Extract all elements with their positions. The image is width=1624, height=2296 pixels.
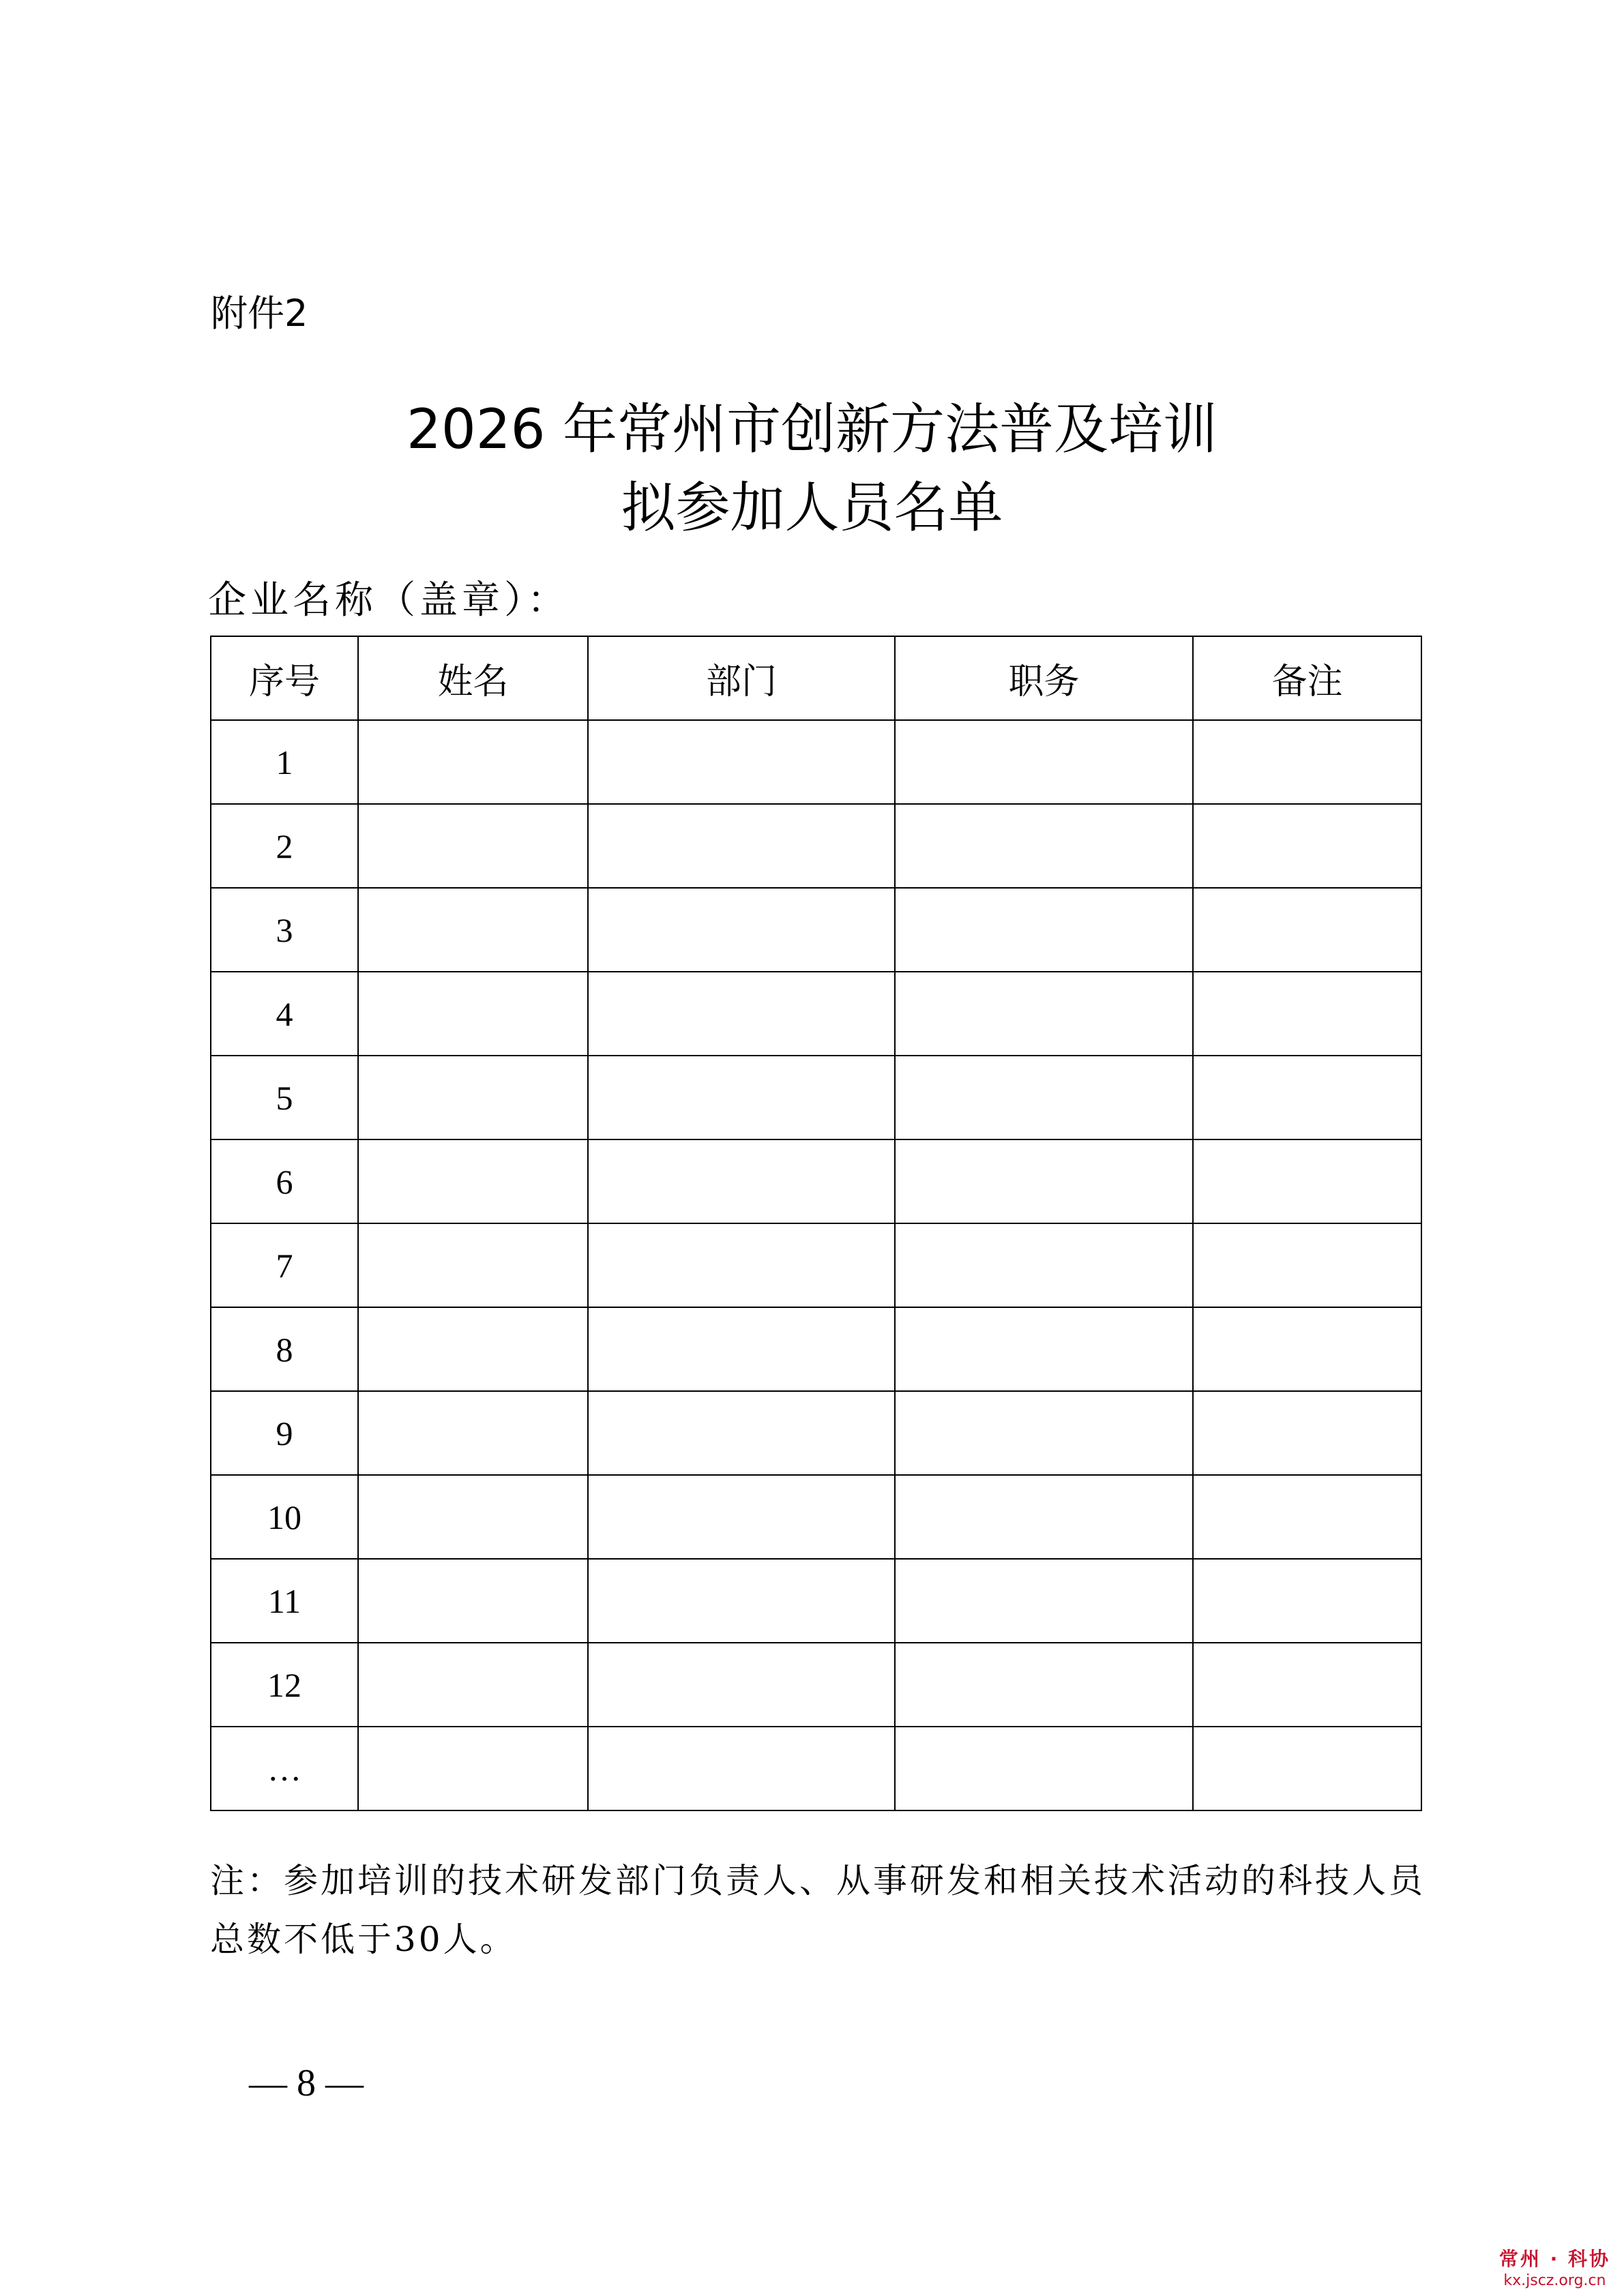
table-row	[211, 972, 1421, 1056]
name-cell[interactable]	[358, 972, 588, 1056]
position-cell[interactable]	[895, 888, 1193, 972]
table-row	[211, 720, 1421, 804]
name-cell[interactable]	[358, 1139, 588, 1223]
table-row	[211, 1223, 1421, 1307]
position-cell[interactable]	[895, 1223, 1193, 1307]
serial-number-cell: 4	[211, 972, 358, 1056]
position-cell[interactable]	[895, 1559, 1193, 1643]
document-title-line-2: 拟参加人员名单	[621, 476, 1003, 539]
remarks-cell[interactable]	[1193, 888, 1421, 972]
name-cell[interactable]	[358, 804, 588, 888]
serial-number-cell: …	[211, 1727, 358, 1810]
table-row	[211, 1307, 1421, 1391]
serial-number-cell: 11	[211, 1559, 358, 1643]
remarks-cell[interactable]	[1193, 1139, 1421, 1223]
footnote: 注：参加培训的技术研发部门负责人、从事研发和相关技术活动的科技人员总数不低于30人。	[210, 1861, 1426, 1959]
remarks-cell[interactable]	[1193, 804, 1421, 888]
name-cell[interactable]	[358, 1223, 588, 1307]
department-cell[interactable]	[588, 1475, 895, 1559]
serial-number-cell: 7	[211, 1223, 358, 1307]
name-cell[interactable]	[358, 720, 588, 804]
remarks-cell[interactable]	[1193, 1056, 1421, 1139]
position-cell[interactable]	[895, 1139, 1193, 1223]
table-row	[211, 1643, 1421, 1727]
remarks-cell[interactable]	[1193, 1643, 1421, 1727]
name-cell[interactable]	[358, 888, 588, 972]
attachment-label: 附件2	[211, 292, 308, 335]
document-title-line-1: 2026 年常州市创新方法普及培训	[406, 398, 1218, 461]
serial-number-cell: 9	[211, 1391, 358, 1475]
serial-number-cell: 8	[211, 1307, 358, 1391]
department-cell[interactable]	[588, 1307, 895, 1391]
remarks-cell[interactable]	[1193, 720, 1421, 804]
department-cell[interactable]	[588, 1056, 895, 1139]
position-cell[interactable]	[895, 1727, 1193, 1810]
participant-table	[210, 636, 1422, 1811]
serial-number-cell: 10	[211, 1475, 358, 1559]
remarks-cell[interactable]	[1193, 1727, 1421, 1810]
position-cell[interactable]	[895, 804, 1193, 888]
table-row	[211, 804, 1421, 888]
department-cell[interactable]	[588, 804, 895, 888]
table-header-row	[211, 636, 1421, 720]
site-watermark	[1499, 2247, 1610, 2291]
watermark-url: kx.jscz.org.cn	[1503, 2272, 1606, 2289]
remarks-cell[interactable]	[1193, 1223, 1421, 1307]
remarks-cell[interactable]	[1193, 1559, 1421, 1643]
serial-number-cell: 12	[211, 1643, 358, 1727]
company-name-label: 企业名称（盖章）：	[208, 578, 570, 623]
position-cell[interactable]	[895, 972, 1193, 1056]
position-cell[interactable]	[895, 1307, 1193, 1391]
department-cell[interactable]	[588, 720, 895, 804]
remarks-cell[interactable]	[1193, 1475, 1421, 1559]
table-row	[211, 1056, 1421, 1139]
department-cell[interactable]	[588, 1559, 895, 1643]
remarks-cell[interactable]	[1193, 972, 1421, 1056]
serial-number-cell: 1	[211, 720, 358, 804]
header-position: 职务	[895, 636, 1193, 720]
table-row	[211, 1559, 1421, 1643]
department-cell[interactable]	[588, 1643, 895, 1727]
department-cell[interactable]	[588, 972, 895, 1056]
name-cell[interactable]	[358, 1475, 588, 1559]
name-cell[interactable]	[358, 1307, 588, 1391]
header-department: 部门	[588, 636, 895, 720]
header-serial-number: 序号	[211, 636, 358, 720]
position-cell[interactable]	[895, 1643, 1193, 1727]
name-cell[interactable]	[358, 1643, 588, 1727]
remarks-cell[interactable]	[1193, 1307, 1421, 1391]
table-row	[211, 888, 1421, 972]
watermark-name: 常州 · 科协	[1498, 2248, 1610, 2270]
name-cell[interactable]	[358, 1559, 588, 1643]
name-cell[interactable]	[358, 1391, 588, 1475]
serial-number-cell: 2	[211, 804, 358, 888]
department-cell[interactable]	[588, 1223, 895, 1307]
table-row	[211, 1139, 1421, 1223]
position-cell[interactable]	[895, 720, 1193, 804]
header-remarks: 备注	[1193, 636, 1421, 720]
position-cell[interactable]	[895, 1056, 1193, 1139]
page-number: — 8 —	[249, 2062, 364, 2104]
name-cell[interactable]	[358, 1056, 588, 1139]
department-cell[interactable]	[588, 1391, 895, 1475]
position-cell[interactable]	[895, 1391, 1193, 1475]
department-cell[interactable]	[588, 1139, 895, 1223]
position-cell[interactable]	[895, 1475, 1193, 1559]
serial-number-cell: 3	[211, 888, 358, 972]
serial-number-cell: 5	[211, 1056, 358, 1139]
serial-number-cell: 6	[211, 1139, 358, 1223]
remarks-cell[interactable]	[1193, 1391, 1421, 1475]
table-body	[211, 720, 1421, 1810]
department-cell[interactable]	[588, 1727, 895, 1810]
table-row	[211, 1727, 1421, 1810]
table-row	[211, 1391, 1421, 1475]
header-name: 姓名	[358, 636, 588, 720]
table-row	[211, 1475, 1421, 1559]
name-cell[interactable]	[358, 1727, 588, 1810]
department-cell[interactable]	[588, 888, 895, 972]
